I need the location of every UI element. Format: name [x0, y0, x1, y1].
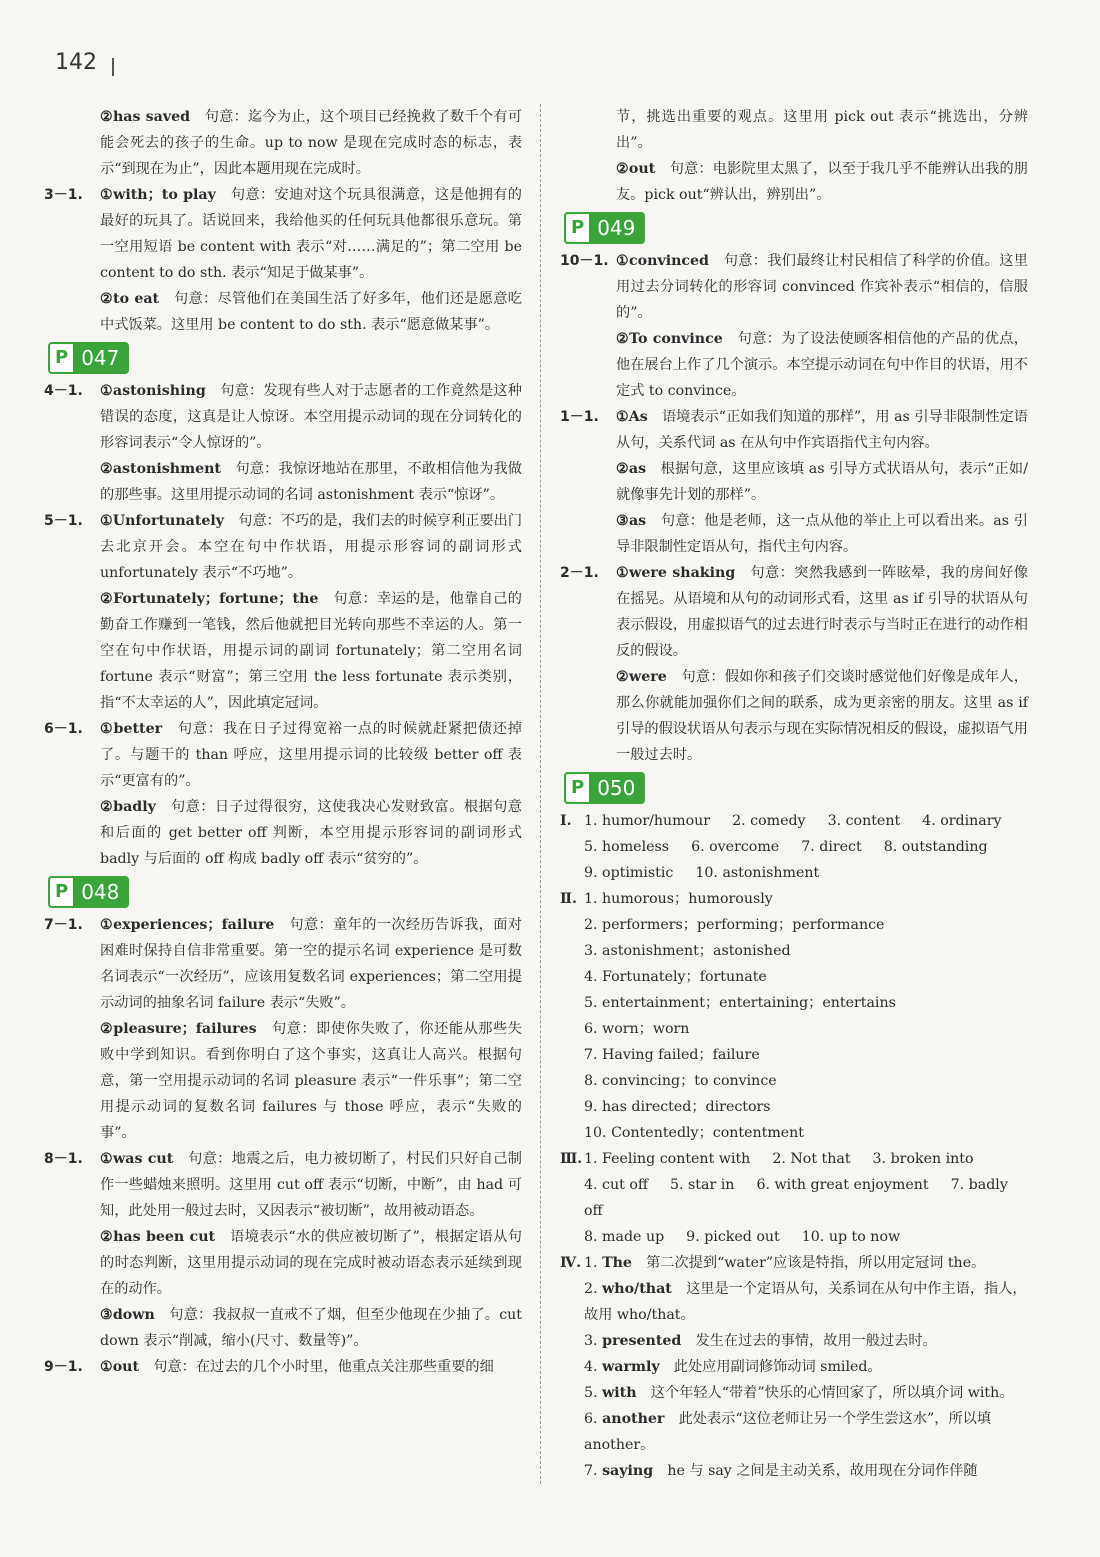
section-1: Ⅰ. 1. humor/humour 2. comedy 3. content 4. ordinary 5. homeless 6. overcome 7. direct 8. outstanding 9. optimistic 10. astonishment [560, 808, 1028, 886]
answer-row: 7. Having failed；failure [584, 1047, 760, 1063]
answer-row: 3. astonishment；astonished [584, 943, 791, 959]
question-6: 6－1. ①better 句意：我在日子过得宽裕一点的时候就赶紧把债还掉了。与题干的 than 呼应，这里用提示词的比较级 better off 表示“更富有的”。 [44, 721, 522, 789]
answer-explanation: 节，挑选出重要的观点。这里用 pick out 表示“挑选出，分辨出”。 [616, 109, 1028, 151]
answer-row: 6. worn；worn [584, 1021, 690, 1037]
answer-row: 5. homeless 6. overcome 7. direct 8. outstanding [584, 839, 988, 855]
column-divider [540, 104, 541, 1484]
section-3: Ⅲ. 1. Feeling content with 2. Not that 3. broken into 4. cut off 5. star in 6. with great enjoyment 7. badly off 8. made up 9. picked out 10. up to now [560, 1146, 1028, 1250]
answer-row: 4. Fortunately；fortunate [584, 969, 767, 985]
answer-item: 4. warmly 此处应用副词修饰动词 smiled。 [584, 1359, 882, 1375]
answer-explanation: ②astonishment 句意：我惊讶地站在那里，不敢相信他为我做的那些事。这里用提示动词的名词 astonishment 表示“惊讶”。 [100, 461, 522, 503]
answer-row: 10. Contentedly；contentment [584, 1125, 805, 1141]
question-4: 4－1. ①astonishing 句意：发现有些人对于志愿者的工作竟然是这种错误的态度，这真是让人惊讶。本空用提示动词的现在分词转化的形容词表示“令人惊讶的”。 [44, 383, 522, 451]
answer-explanation: ②To convince 句意：为了设法使顾客相信他的产品的优点，他在展台上作了几个演示。本空提示动词在句中作目的状语，用不定式 to convince。 [616, 331, 1028, 399]
answer-explanation: ②Fortunately；fortune；the 句意：幸运的是，他靠自己的勤奋工作赚到一笔钱，然后他就把目光转向那些不幸运的人。第一空在句中作状语，用提示词的副词 fortunately；第二空用名词 fortune 表示“财富”；第三空用 the less fortunate 表示类别，指“不太幸运的人”，因此填定冠词。 [100, 591, 522, 711]
answer-explanation: ②has saved 句意：迄今为止，这个项目已经挽救了数千个有可能会死去的孩子的生命。up to now 是现在完成时态的标志，表示“到现在为止”，因此本题用现在完成时。 [100, 109, 522, 177]
answer-row: 1. humorous；humorously [584, 891, 773, 907]
answer-row: 2. performers；performing；performance [584, 917, 885, 933]
answer-explanation: ②badly 句意：日子过得很穷，这使我决心发财致富。根据句意和后面的 get better off 判断，本空用提示形容词的副词形式 badly 与后面的 off 构成 badly off 表示“贫穷的”。 [100, 799, 522, 867]
answer-item: 3. presented 发生在过去的事情，故用一般过去时。 [584, 1333, 937, 1349]
section-badge-049: P 049 [564, 212, 645, 244]
answer-explanation: ②were 句意：假如你和孩子们交谈时感觉他们好像是成年人，那么你就能加强你们之间的联系，成为更亲密的朋友。这里 as if 引导的假设状语从句表示与现在实际情况相反的假设，虚拟语气用一般过去时。 [616, 669, 1028, 763]
answer-explanation: ②has been cut 语境表示“水的供应被切断了”，根据定语从句的时态判断，这里用提示动词的现在完成时被动语态表示延续到现在的动作。 [100, 1229, 522, 1297]
page-number-divider [112, 58, 114, 76]
answer-row: 5. entertainment；entertaining；entertains [584, 995, 896, 1011]
question-9: 9－1. ①out 句意：在过去的几个小时里，他重点关注那些重要的细 [44, 1359, 494, 1375]
question-8: 8－1. ①was cut 句意：地震之后，电力被切断了，村民们只好自己制作一些蜡烛来照明。这里用 cut off 表示“切断，中断”，由 had 可知，此处用一般过去时，又因表示“被切断”，故用被动语态。 [44, 1151, 522, 1219]
answer-explanation: ②to eat 句意：尽管他们在美国生活了好多年，他们还是愿意吃中式饭菜。这里用 be content to do sth. 表示“愿意做某事”。 [100, 291, 522, 333]
answer-row: 8. made up 9. picked out 10. up to now [584, 1229, 901, 1245]
answer-row: 4. cut off 5. star in 6. with great enjoyment 7. badly off [584, 1177, 1008, 1219]
answer-row: 9. optimistic 10. astonishment [584, 865, 820, 881]
question-10: 10－1. ①convinced 句意：我们最终让村民相信了科学的价值。这里用过去分词转化的形容词 convinced 作宾补表示“相信的，信服的”。 [560, 253, 1028, 321]
answer-explanation: ③as 句意：他是老师，这一点从他的举止上可以看出来。as 引导非限制性定语从句，指代主句内容。 [616, 513, 1028, 555]
section-2: Ⅱ. 1. humorous；humorously 2. performers；performing；performance 3. astonishment；astonished 4. Fortunately；fortunate 5. entertainment；entertaining；entertains 6. worn；worn 7. Having failed；failure 8. convincing；to convince 9. has directed；directors 10. Contentedly；contentment [560, 886, 1028, 1146]
section-badge-050: P 050 [564, 772, 645, 804]
left-column [44, 104, 522, 1380]
answer-explanation: ③down 句意：我叔叔一直戒不了烟，但至少他现在少抽了。cut down 表示“削减，缩小(尺寸、数量等)”。 [100, 1307, 522, 1349]
answer-row: 1. humor/humour 2. comedy 3. content 4. ordinary [584, 813, 1002, 829]
answer-item: 7. saying he 与 say 之间是主动关系，故用现在分词作伴随 [584, 1463, 978, 1479]
question-5: 5－1. ①Unfortunately 句意：不巧的是，我们去的时候亨利正要出门去北京开会。本空在句中作状语，用提示形容词的副词形式 unfortunately 表示“不巧地”。 [44, 513, 523, 581]
answer-explanation: ②as 根据句意，这里应该填 as 引导方式状语从句，表示“正如/就像事先计划的那样”。 [616, 461, 1029, 503]
section-badge-048: P 048 [48, 876, 129, 908]
answer-row: 9. has directed；directors [584, 1099, 771, 1115]
page-number: 142 [55, 50, 97, 75]
answer-item: 6. another 此处表示“这位老师让另一个学生尝这水”，所以填 another。 [584, 1411, 992, 1453]
answer-row: 8. convincing；to convince [584, 1073, 777, 1089]
answer-item: 1. The 第二次提到“water”应该是特指，所以用定冠词 the。 [584, 1255, 986, 1271]
question-7: 7－1. ①experiences；failure 句意：童年的一次经历告诉我，面对困难时保持自信非常重要。第一空的提示名词 experience 是可数名词表示“一次经历”，应该用复数名词 experiences；第二空用提示动词的抽象名词 failure 表示“失败”。 [44, 917, 522, 1011]
section-4: Ⅳ. 1. The 第二次提到“water”应该是特指，所以用定冠词 the。 2. who/that 这里是一个定语从句，关系词在从句中作主语，指人，故用 who/that。 3. presented 发生在过去的事情，故用一般过去时。 4. warmly 此处应用副词修饰动词 smiled。 5. with 这个年轻人“带着”快乐的心情回家了，所以填介词 with。 6. another 此处表示“这位老师让另一个学生尝这水”，所以填 another。 7. saying he 与 say 之间是主动关系，故用现在分词作伴随 [560, 1250, 1028, 1484]
question-3: 3－1. ①with；to play 句意：安迪对这个玩具很满意，这是他拥有的最好的玩具了。话说回来，我给他买的任何玩具他都很乐意玩。第一空用短语 be content with 表示“对……满足的”；第二空用 be content to do sth. 表示“知足于做某事”。 [44, 187, 522, 281]
question-1: 1－1. ①As 语境表示“正如我们知道的那样”，用 as 引导非限制性定语从句，关系代词 as 在从句中作宾语指代主句内容。 [560, 409, 1028, 451]
right-column [560, 104, 1028, 1484]
answer-item: 2. who/that 这里是一个定语从句，关系词在从句中作主语，指人，故用 who/that。 [584, 1281, 1027, 1323]
answer-row: 1. Feeling content with 2. Not that 3. broken into [584, 1151, 974, 1167]
answer-explanation: ②out 句意：电影院里太黑了，以至于我几乎不能辨认出我的朋友。pick out“辨认出，辨别出”。 [616, 161, 1028, 203]
answer-item: 5. with 这个年轻人“带着”快乐的心情回家了，所以填介词 with。 [584, 1385, 1014, 1401]
question-2: 2－1. ①were shaking 句意：突然我感到一阵眩晕，我的房间好像在摇晃。从语境和从句的动词形式看，这里 as if 引导的状语从句表示假设，用虚拟语气的过去进行时表示与当时正在进行的动作相反的假设。 [560, 565, 1028, 659]
answer-explanation: ②pleasure；failures 句意：即使你失败了，你还能从那些失败中学到知识。看到你明白了这个事实，这真让人高兴。根据句意，第一空用提示动词的名词 pleasure 表示“一件乐事”；第二空用提示动词的复数名词 failures 与 those 呼应，表示“失败的事”。 [100, 1021, 522, 1141]
section-badge-047: P 047 [48, 342, 129, 374]
